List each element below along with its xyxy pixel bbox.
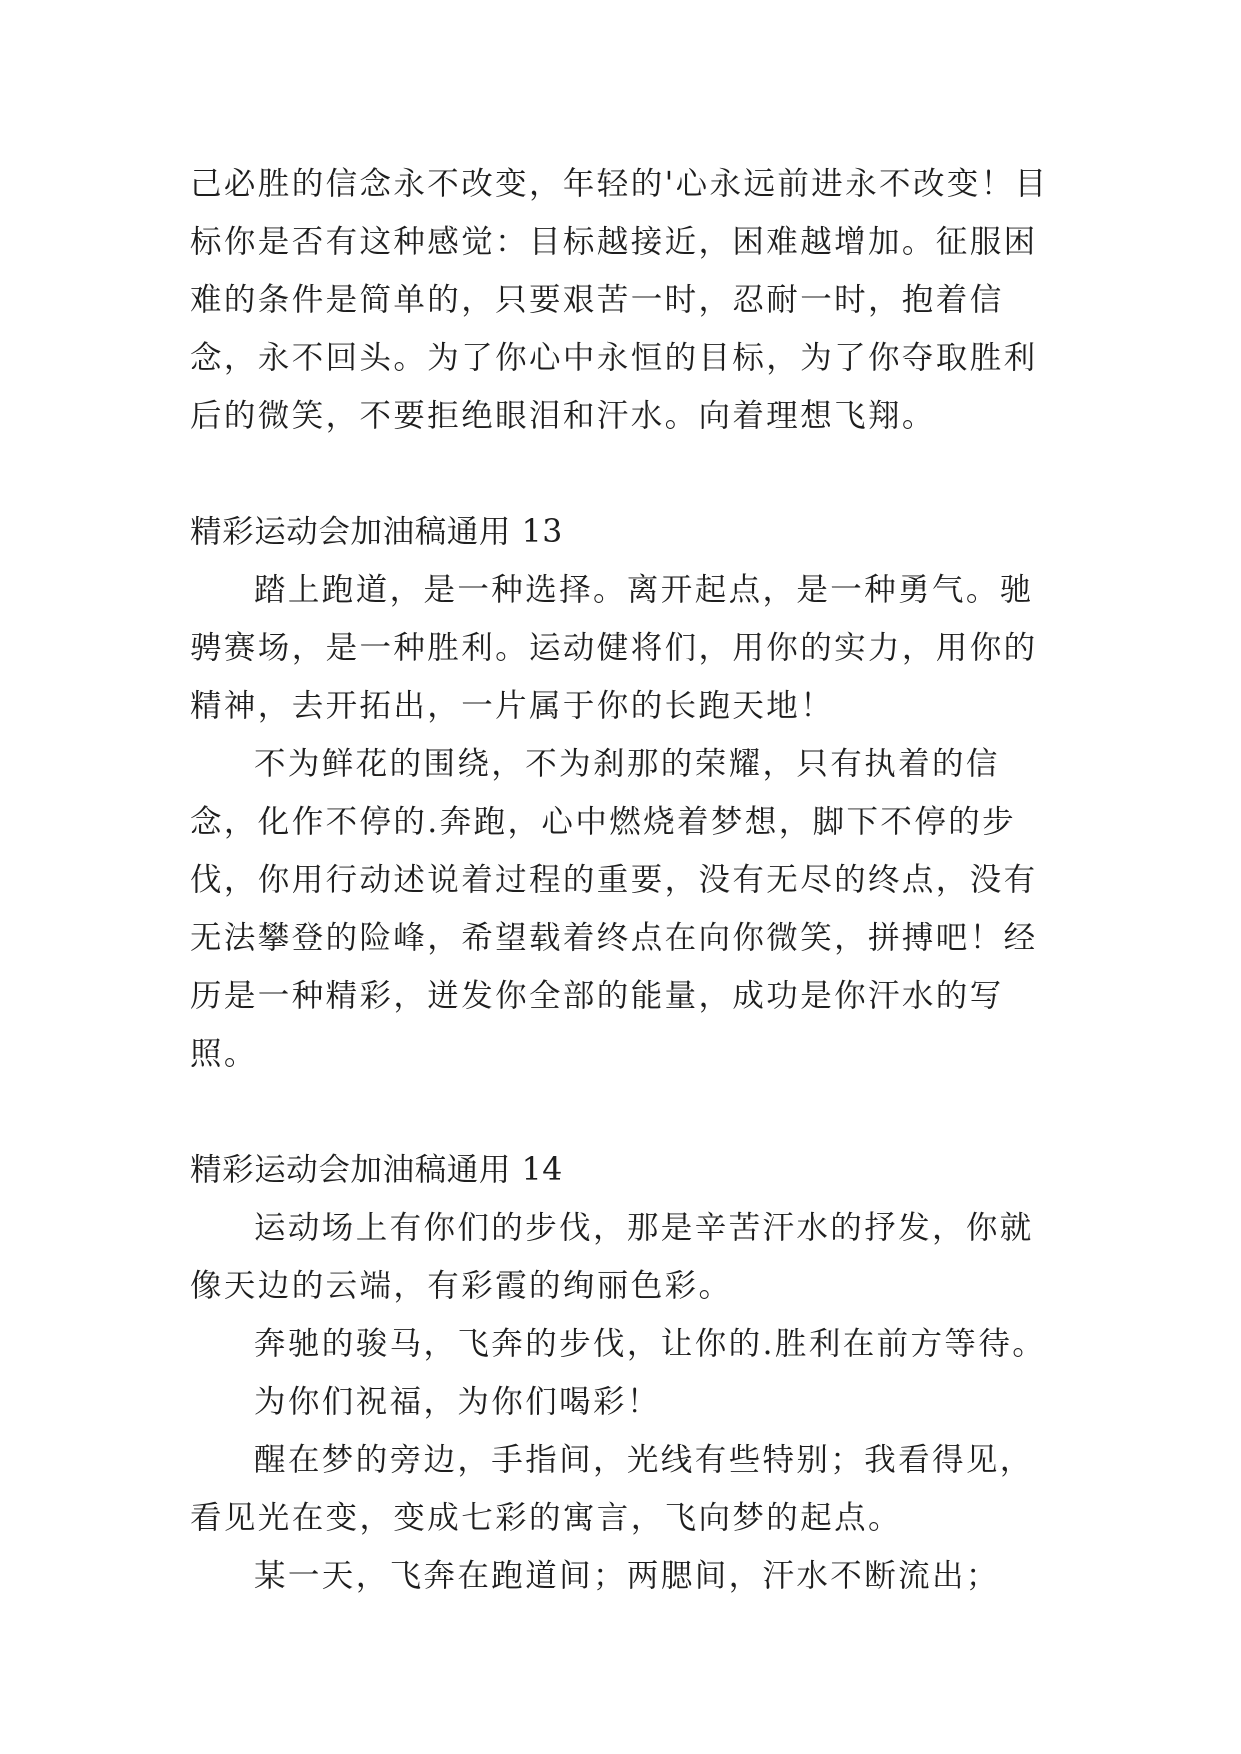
section-14-title: 精彩运动会加油稿通用 14 — [190, 1152, 563, 1188]
section-14-paragraph-2: 奔驰的骏马，飞奔的步伐，让你的.胜利在前方等待。 — [254, 1326, 1047, 1362]
intro-paragraph: 己必胜的信念永不改变，年轻的'心永远前进永不改变！目标你是否有这种感觉：目标越接近，困难越增加。征服困难的条件是简单的，只要艰苦一时，忍耐一时，抱着信念，永不回头。为了你心中永恒的目标，为了你夺取胜利后的微笑，不要拒绝眼泪和汗水。向着理想飞翔。 — [190, 166, 1049, 434]
document-body — [190, 155, 1060, 1605]
section-14-paragraph-5: 某一天，飞奔在跑道间；两腮间，汗水不断流出； — [254, 1558, 1000, 1594]
section-spacer — [190, 445, 1060, 503]
section-13-title: 精彩运动会加油稿通用 13 — [190, 514, 563, 550]
section-14-paragraph-3: 为你们祝福，为你们喝彩！ — [254, 1384, 661, 1420]
section-14-paragraph-4: 醒在梦的旁边，手指间，光线有些特别；我看得见，看见光在变，变成七彩的寓言，飞向梦的起点。 — [190, 1442, 1034, 1536]
section-14-paragraph-1: 运动场上有你们的步伐，那是辛苦汗水的抒发，你就像天边的云端，有彩霞的绚丽色彩。 — [190, 1210, 1034, 1304]
section-13-paragraph-2: 不为鲜花的围绕，不为刹那的荣耀，只有执着的信念，化作不停的.奔跑，心中燃烧着梦想，脚下不停的步伐，你用行动述说着过程的重要，没有无尽的终点，没有无法攀登的险峰，希望载着终点在向你微笑，拼搏吧！经历是一种精彩，迸发你全部的能量，成功是你汗水的写照。 — [190, 746, 1038, 1072]
section-13-paragraph-1: 踏上跑道，是一种选择。离开起点，是一种勇气。驰骋赛场，是一种胜利。运动健将们，用你的实力，用你的精神，去开拓出，一片属于你的长跑天地！ — [190, 572, 1038, 724]
section-spacer — [190, 1083, 1060, 1141]
